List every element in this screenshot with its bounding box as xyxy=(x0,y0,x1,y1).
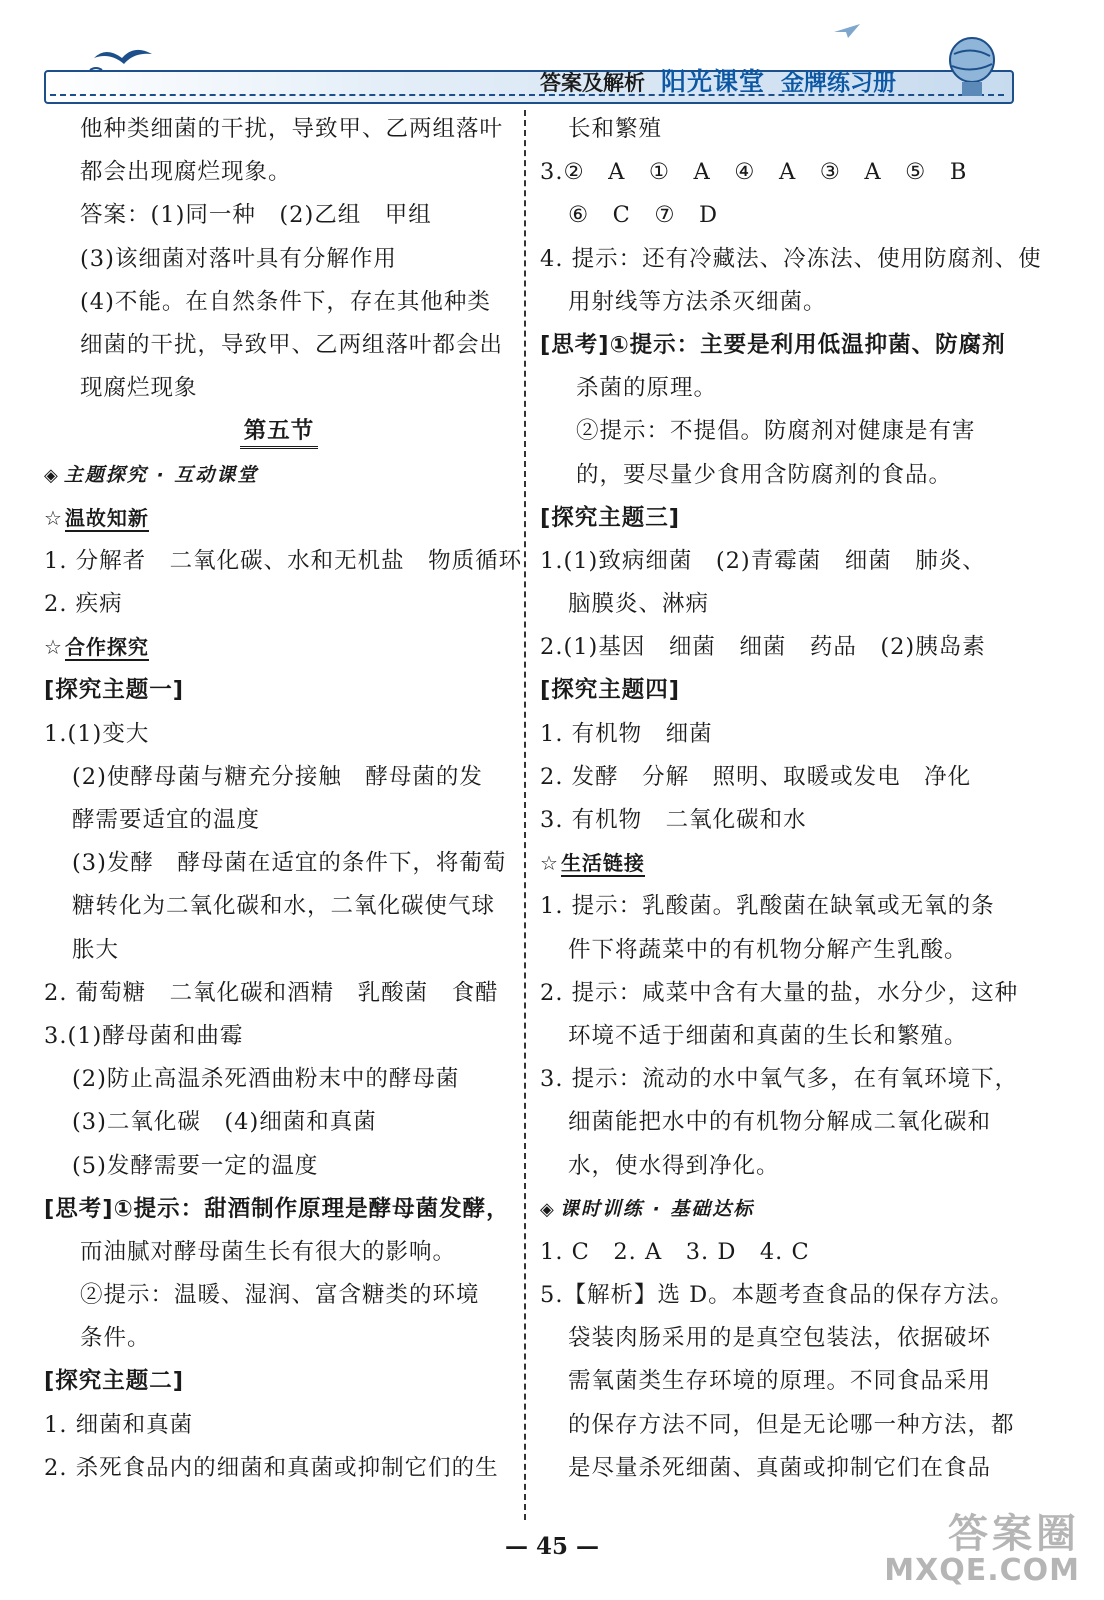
answer-line: 1. 细菌和真菌 xyxy=(44,1411,194,1438)
answer-line: 水，使水得到净化。 xyxy=(568,1152,780,1179)
header-answers: 答案及解析 xyxy=(539,71,645,95)
answer-line: [探究主题三] xyxy=(540,504,681,531)
star-heading xyxy=(44,497,514,540)
answer-line: 糖转化为二氧化碳和水，二氧化碳使气球 xyxy=(72,893,496,920)
answer-line: ⑥ C ⑦ D xyxy=(568,202,719,229)
star-heading-text: 生活链接 xyxy=(560,851,645,876)
answer-line: 5.【解析】选 D。本题考查食品的保存方法。 xyxy=(540,1282,1014,1309)
star-heading-text: 温故知新 xyxy=(64,505,149,530)
page-header xyxy=(0,0,1104,110)
answer-line: (3)该细菌对落叶具有分解作用 xyxy=(80,245,397,272)
answer-line: 他种类细菌的干扰，导致甲、乙两组落叶 xyxy=(80,116,504,142)
section-title xyxy=(44,410,514,453)
watermark-text: 答案圈 xyxy=(948,1511,1080,1557)
page-number: — 45 — xyxy=(504,1533,600,1560)
answer-line: 的保存方法不同，但是无论哪一种方法，都 xyxy=(568,1411,1015,1438)
section-banner xyxy=(540,1188,1010,1231)
answer-line: (2)防止高温杀死酒曲粉末中的酵母菌 xyxy=(72,1066,460,1093)
section-banner-text: 主题探究 · 互动课堂 xyxy=(63,463,259,486)
header-title xyxy=(540,62,896,98)
answer-line: (5)发酵需要一定的温度 xyxy=(72,1152,319,1179)
answer-line: 1. C 2. A 3. D 4. C xyxy=(540,1238,810,1265)
answer-line: 环境不适于细菌和真菌的生长和繁殖。 xyxy=(568,1022,968,1049)
answer-line: 杀菌的原理。 xyxy=(576,375,718,402)
answer-line: 2. 疾病 xyxy=(44,591,123,618)
star-heading xyxy=(540,842,1010,885)
answer-line: [探究主题四] xyxy=(540,677,681,704)
answer-line: [思考]①提示：甜酒制作原理是酵母菌发酵， xyxy=(44,1195,510,1222)
answer-line: 2. 提示：咸菜中含有大量的盐，水分少，这种 xyxy=(540,979,1019,1006)
answer-line: 3. 有机物 二氧化碳和水 xyxy=(540,807,807,833)
answer-line: 4. 提示：还有冷藏法、冷冻法、使用防腐剂、使 xyxy=(540,245,1042,272)
section-banner-text: 课时训练 · 基础达标 xyxy=(559,1197,755,1220)
answer-line: 胀大 xyxy=(72,936,120,963)
section-title-text: 第五节 xyxy=(240,416,319,449)
right-column xyxy=(540,108,1042,1490)
answer-line: 细菌能把水中的有机物分解成二氧化碳和 xyxy=(568,1109,992,1136)
answer-line: 都会出现腐烂现象。 xyxy=(80,159,292,186)
answer-line: 2.(1)基因 细菌 细菌 药品 (2)胰岛素 xyxy=(540,634,986,661)
answer-line: 是尽量杀死细菌、真菌或抑制它们在食品 xyxy=(568,1454,992,1481)
answer-line: 的，要尽量少食用含防腐剂的食品。 xyxy=(576,461,953,488)
star-icon: ☆ xyxy=(44,505,63,530)
header-brand: 阳光课堂 xyxy=(660,67,765,96)
paper-plane-icon xyxy=(832,22,862,40)
answer-line: 酵需要适宜的温度 xyxy=(72,807,261,833)
diamond-icon: ◈ xyxy=(540,1198,556,1220)
left-column xyxy=(44,108,523,1490)
answer-line: 1.(1)变大 xyxy=(44,720,150,747)
diamond-icon: ◈ xyxy=(44,464,60,486)
watermark-url: MXQE.COM xyxy=(884,1553,1080,1588)
answer-line: 2. 葡萄糖 二氧化碳和酒精 乳酸菌 食醋 xyxy=(44,979,499,1006)
answer-line: 1. 分解者 二氧化碳、水和无机盐 物质循环 xyxy=(44,547,523,574)
answer-line: 3.② A ① A ④ A ③ A ⑤ B xyxy=(540,159,968,186)
answer-line: 细菌的干扰，导致甲、乙两组落叶都会出 xyxy=(80,331,504,358)
answer-line: 用射线等方法杀灭细菌。 xyxy=(568,288,827,315)
answer-line: ②提示：温暖、湿润、富含糖类的环境 xyxy=(80,1282,480,1309)
answer-line: (4)不能。在自然条件下，存在其他种类 xyxy=(80,288,491,315)
answer-line: 脑膜炎、淋病 xyxy=(568,591,710,618)
answer-line: 2. 发酵 分解 照明、取暖或发电 净化 xyxy=(540,763,972,790)
answer-line: [探究主题二] xyxy=(44,1368,185,1395)
answer-line: 3. 提示：流动的水中氧气多，在有氧环境下， xyxy=(540,1066,1019,1093)
watermark xyxy=(884,1512,1080,1586)
column-divider xyxy=(524,110,526,1520)
star-heading-text: 合作探究 xyxy=(64,635,149,660)
answer-line: 长和繁殖 xyxy=(568,116,663,142)
answer-line: 条件。 xyxy=(80,1325,151,1352)
answer-line: 1. 提示：乳酸菌。乳酸菌在缺氧或无氧的条 xyxy=(540,893,995,920)
answer-line: [思考]①提示：主要是利用低温抑菌、防腐剂 xyxy=(540,331,1006,358)
globe-decoration-icon xyxy=(932,30,1012,100)
answer-line: 而油腻对酵母菌生长有很大的影响。 xyxy=(80,1238,457,1265)
answer-line: 现腐烂现象 xyxy=(80,375,198,402)
answer-line: 1.(1)致病细菌 (2)青霉菌 细菌 肺炎、 xyxy=(540,547,986,574)
star-heading xyxy=(44,626,514,669)
answer-line: 件下将蔬菜中的有机物分解产生乳酸。 xyxy=(568,936,968,963)
answer-line: (2)使酵母菌与糖充分接触 酵母菌的发 xyxy=(72,763,483,790)
answer-line: ②提示：不提倡。防腐剂对健康是有害 xyxy=(576,418,976,445)
answer-line: 需氧菌类生存环境的原理。不同食品采用 xyxy=(568,1368,992,1395)
answer-line: (3)二氧化碳 (4)细菌和真菌 xyxy=(72,1109,377,1136)
answer-line: [探究主题一] xyxy=(44,677,185,704)
header-book: 金牌练习册 xyxy=(781,70,896,96)
answer-line: 答案：(1)同一种 (2)乙组 甲组 xyxy=(80,202,432,229)
star-icon: ☆ xyxy=(44,635,63,660)
answer-line: 1. 有机物 细菌 xyxy=(540,720,713,747)
star-icon: ☆ xyxy=(540,851,559,876)
answer-line: 2. 杀死食品内的细菌和真菌或抑制它们的生 xyxy=(44,1454,499,1481)
section-banner xyxy=(44,454,514,497)
answer-line: 3.(1)酵母菌和曲霉 xyxy=(44,1022,244,1049)
answer-line: 袋装肉肠采用的是真空包装法，依据破坏 xyxy=(568,1325,992,1352)
answer-line: (3)发酵 酵母菌在适宜的条件下，将葡萄 xyxy=(72,850,507,877)
